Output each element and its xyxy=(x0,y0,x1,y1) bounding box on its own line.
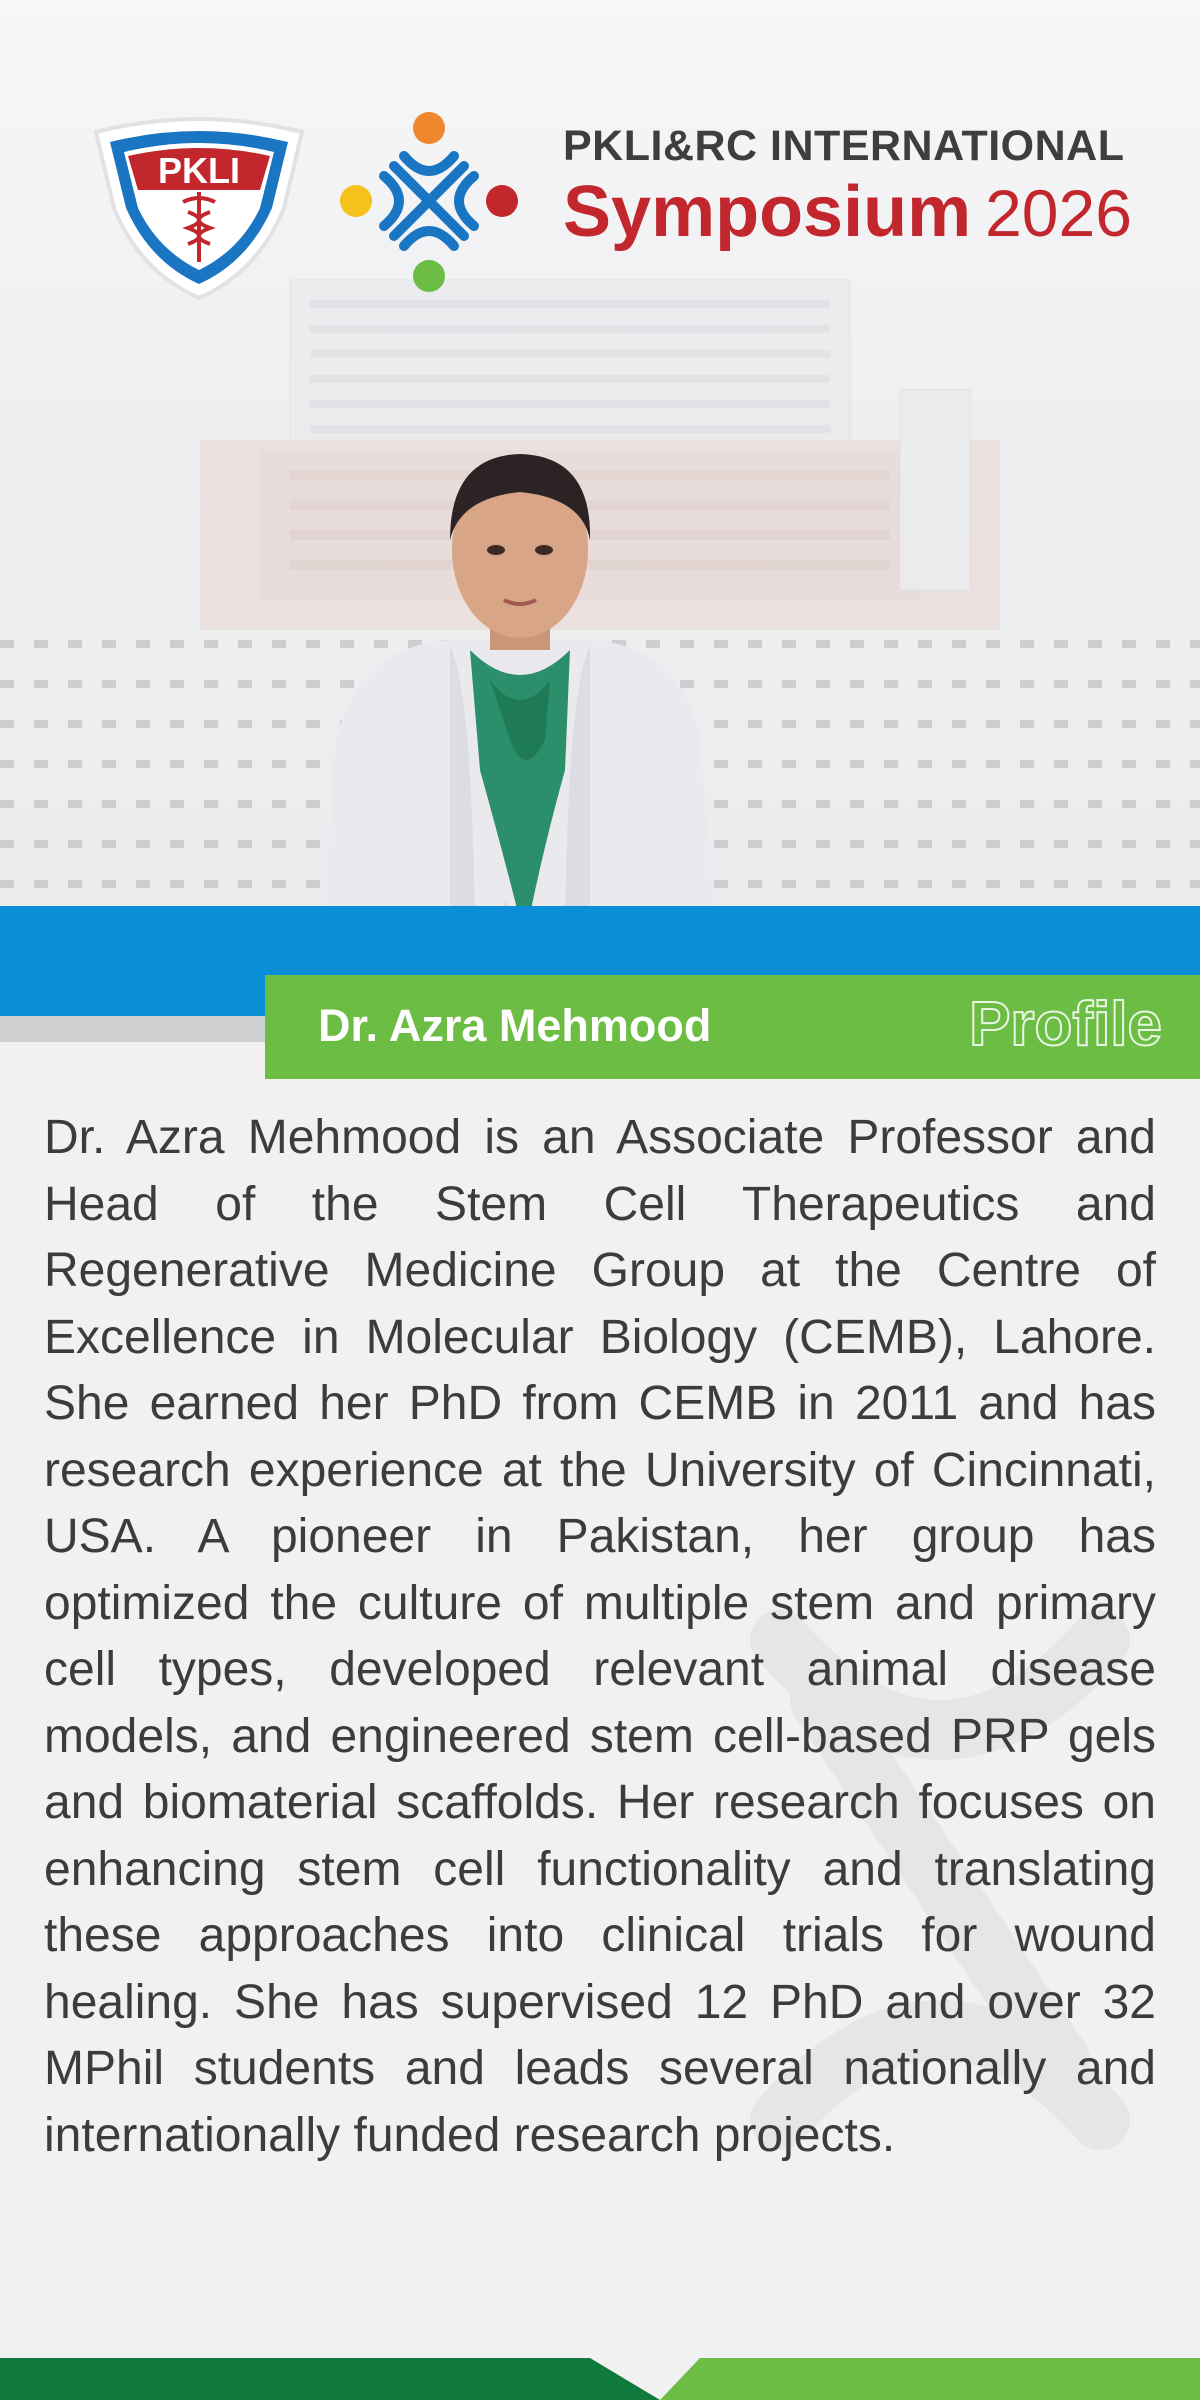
footer-stripe xyxy=(0,2358,1200,2400)
speaker-name: Dr. Azra Mehmood xyxy=(318,1000,712,1051)
speaker-portrait xyxy=(300,440,740,980)
event-year: 2026 xyxy=(985,176,1132,250)
pkli-shield-caduceus-icon xyxy=(88,112,310,302)
event-title-word: Symposium xyxy=(563,172,972,252)
section-tag: Profile xyxy=(969,990,1162,1059)
event-title-line1: PKLI&RC INTERNATIONAL xyxy=(563,122,1125,170)
speaker-bio: Dr. Azra Mehmood is an Associate Professor and Head of the Stem Cell Therapeutics and Regenerative Medicine Group at the Centre of Excellence in Molecular Biology (CEMB), Lahore. She earned her PhD from CEMB in 2011 and has research experience at the University of Cincinnati, USA. A pioneer in Pakistan, her group has optimized the culture of multiple stem and primary cell types, developed relevant animal disease models, and engineered stem cell-based PRP gels and biomaterial scaffolds. Her research focuses on enhancing stem cell functionality and translating these approaches into clinical trials for wound healing. She has supervised 12 PhD and over 32 MPhil students and leads several nationally and internationally funded research projects. xyxy=(44,1111,1156,2162)
four-people-circle-icon xyxy=(334,106,524,296)
event-title-main xyxy=(563,172,1132,272)
pkli-logo-text: PKLI xyxy=(157,150,241,191)
